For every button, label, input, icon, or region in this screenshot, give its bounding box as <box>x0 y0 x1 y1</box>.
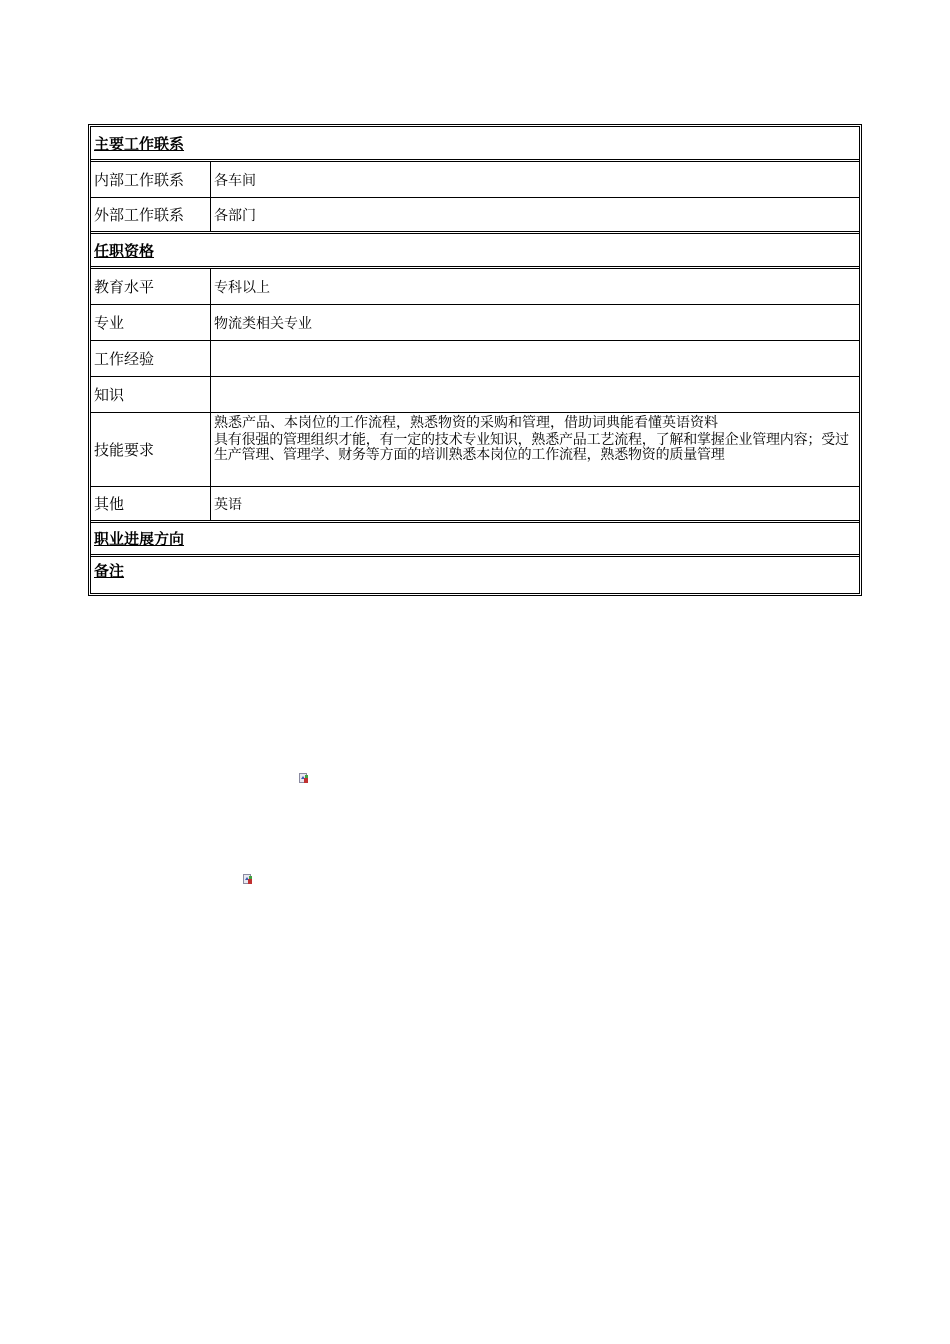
skills-line-2: 具有很强的管理组织才能，有一定的技术专业知识，熟悉产品工艺流程，了解和掌握企业管理内容；受过生产管理、管理学、财务等方面的培训熟悉本岗位的工作流程，熟悉物资的质量管理 <box>214 432 849 463</box>
row-value: 英语 <box>214 496 242 513</box>
section-title-career-path: 职业进展方向 <box>91 523 859 557</box>
section-title-qualifications: 任职资格 <box>91 234 859 269</box>
row-label: 专业 <box>91 305 211 340</box>
row-label: 技能要求 <box>91 413 211 486</box>
table-row-other <box>91 487 859 523</box>
row-value: 物流类相关专业 <box>214 315 312 332</box>
table-row-education <box>91 269 859 305</box>
row-value <box>211 377 859 412</box>
table-row-skills <box>91 413 859 487</box>
broken-image-icon <box>299 773 309 784</box>
row-label: 知识 <box>91 377 211 412</box>
table-row-internal-contacts <box>91 162 859 198</box>
skills-line-1: 熟悉产品、本岗位的工作流程，熟悉物资的采购和管理，借助词典能看懂英语资料 <box>214 415 718 431</box>
job-description-table <box>88 124 862 596</box>
table-inner-border <box>90 126 860 594</box>
row-label: 教育水平 <box>91 269 211 304</box>
row-value: 专科以上 <box>214 279 270 296</box>
table-row-knowledge <box>91 377 859 413</box>
row-label: 其他 <box>91 487 211 520</box>
row-label: 外部工作联系 <box>91 198 211 231</box>
row-value <box>211 341 859 376</box>
row-label: 内部工作联系 <box>91 162 211 197</box>
table-row-experience <box>91 341 859 377</box>
row-label: 工作经验 <box>91 341 211 376</box>
broken-image-icon <box>243 874 253 885</box>
table-row-external-contacts <box>91 198 859 234</box>
row-value: 各车间 <box>214 172 256 189</box>
section-title-main-contacts: 主要工作联系 <box>91 127 859 162</box>
row-value-skills <box>211 413 859 486</box>
table-row-major <box>91 305 859 341</box>
section-title-remarks: 备注 <box>94 562 125 580</box>
row-value: 各部门 <box>214 207 256 224</box>
